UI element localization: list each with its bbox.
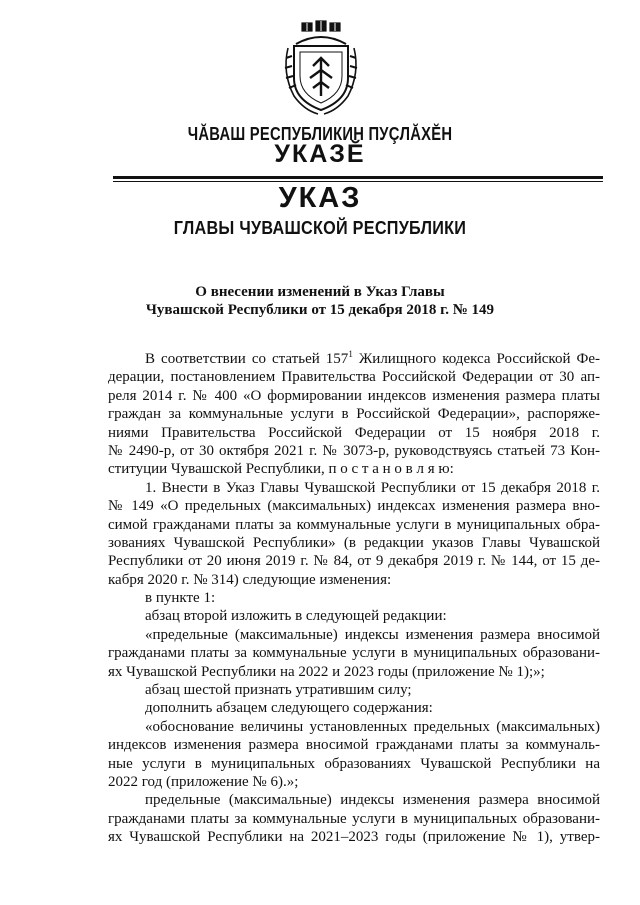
decree-title: УКАЗ xyxy=(278,182,362,214)
subject-line: Чувашской Республики от 15 декабря 2018 г. № 149 xyxy=(145,302,495,318)
text-span: Жилищного кодекса Российской Фе- xyxy=(352,351,601,367)
paragraph-line: симой гражданами платы за коммунальные услуги в муниципальных обра- xyxy=(108,516,600,533)
paragraph-line: 2022 год (приложение № 6).»; xyxy=(108,773,299,790)
paragraph-line: абзац шестой признать утратившим силу; xyxy=(145,682,412,699)
superscript: 1 xyxy=(348,349,353,359)
paragraph-line: ниями Правительства Российской Федерации от 15 ноября 2018 г. xyxy=(108,424,600,441)
paragraph-line: гражданами платы за коммунальные услуги в муниципальных образовани- xyxy=(108,810,600,827)
paragraph-line: ные услуги в муниципальных образованиях Чувашской Республики на xyxy=(108,755,600,772)
issuer-title: ГЛАВЫ ЧУВАШСКОЙ РЕСПУБЛИКИ xyxy=(173,218,467,238)
text-span: В соответствии со статьей 157 xyxy=(145,351,349,367)
paragraph-line: реля 2014 г. № 400 «О формировании индексов изменения размера платы xyxy=(108,387,600,404)
paragraph-line: Республики от 20 июня 2019 г. № 84, от 9 декабря 2019 г. № 144, от 15 де- xyxy=(108,553,600,570)
paragraph-line: 1. Внести в Указ Главы Чувашской Республики от 15 декабря 2018 г. xyxy=(145,479,600,496)
chuvash-decree-title: УКАЗĔ xyxy=(274,140,366,168)
paragraph-line: «обоснование величины установленных предельных (максимальных) xyxy=(145,718,600,735)
paragraph-line: индексов изменения размера вносимой гражданами платы за коммуналь- xyxy=(108,737,600,754)
paragraph-line: зованиях Чувашской Республики» (в редакции указов Главы Чувашской xyxy=(108,534,600,551)
paragraph-line xyxy=(108,350,600,368)
chuvash-header-title: ЧĂВАШ РЕСПУБЛИКИН ПУÇЛĂХĔН xyxy=(187,124,453,144)
paragraph-line: предельные (максимальные) индексы изменения размера вносимой xyxy=(145,792,600,809)
decree-body xyxy=(108,350,600,847)
paragraph-line: ях Чувашской Республики на 2022 и 2023 годы (приложение № 1);»; xyxy=(108,663,545,680)
paragraph-line: «предельные (максимальные) индексы изменения размера вносимой xyxy=(145,626,600,643)
paragraph-line: дерации, постановлением Правительства Российской Федерации от 30 ап- xyxy=(108,369,600,386)
paragraph-line: абзац второй изложить в следующей редакции: xyxy=(145,608,447,625)
coat-of-arms-emblem xyxy=(280,18,362,116)
paragraph-line: дополнить абзацем следующего содержания: xyxy=(145,700,433,717)
paragraph-line: граждан за коммунальные услуги в Российской Федерации», распоряже- xyxy=(108,406,600,423)
subject-line: О внесении изменений в Указ Главы xyxy=(195,284,445,300)
decree-subject xyxy=(0,283,640,319)
header-divider xyxy=(113,176,603,179)
paragraph-line: № 149 «О предельных (максимальных) индексах изменения размера вно- xyxy=(108,498,600,515)
paragraph-line: гражданами платы за коммунальные услуги в муниципальных образовани- xyxy=(108,645,600,662)
paragraph-line: ституции Чувашской Республики, п о с т а н о в л я ю: xyxy=(108,461,454,478)
paragraph-line: кабря 2020 г. № 314) следующие изменения: xyxy=(108,571,392,588)
paragraph-line: в пункте 1: xyxy=(145,590,216,607)
paragraph-line: № 2490-р, от 30 октября 2021 г. № 3073-р, руководствуясь статьей 73 Кон- xyxy=(108,442,600,459)
paragraph-line: ях Чувашской Республики на 2021–2023 годы (приложение № 1), утвер- xyxy=(108,829,600,846)
